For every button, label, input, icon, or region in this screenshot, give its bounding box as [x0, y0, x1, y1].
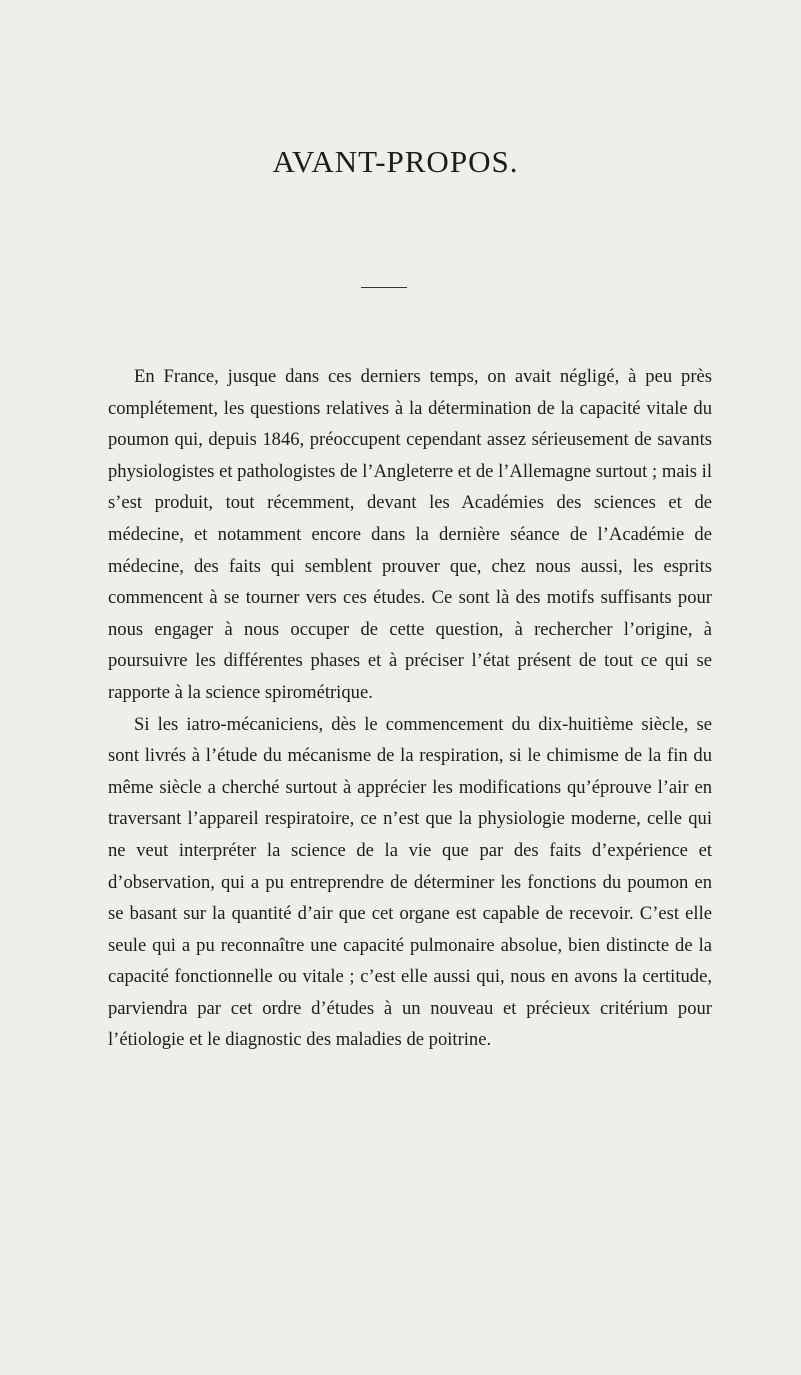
paragraph-1: En France, jusque dans ces derniers temps, on avait négligé, à peu près complétement, les questions relatives à la détermination de la capacité vitale du poumon qui, depuis 1846, préoccupent cependant assez sérieusement de savants physiologistes et pathologistes de l’Angleterre et de l’Allemagne surtout ; mais il s’est produit, tout récemment, devant les Académies des sciences et de médecine, et notamment encore dans la dernière séance de l’Académie de médecine, des faits qui semblent prouver que, chez nous aussi, les esprits commencent à se tourner vers ces études. Ce sont là des motifs suffisants pour nous engager à nous occuper de cette question, à rechercher l’origine, à poursuivre les différentes phases et à préciser l’état présent de tout ce qui se rapporte à la science spirométrique. [108, 366, 712, 703]
paragraph-2: Si les iatro-mécaniciens, dès le commencement du dix-huitième siècle, se sont livrés à l’étude du mécanisme de la respiration, si le chimisme de la fin du même siècle a cherché surtout à apprécier les modifications qu’éprouve l’air en traversant l’appareil respiratoire, ce n’est que la physiologie moderne, celle qui ne veut interpréter la science de la vie que par des faits d’expérience et d’observation, qui a pu entreprendre de déterminer les fonctions du poumon en se basant sur la quantité d’air que cet organe est capable de recevoir. C’est elle seule qui a pu reconnaître une capacité pulmonaire absolue, bien distincte de la capacité fonctionnelle ou vitale ; c’est elle aussi qui, nous en avons la certitude, parviendra par cet ordre d’études à un nouveau et précieux critérium pour l’étiologie et le diagnostic des maladies de poitrine. [108, 713, 712, 1051]
title-divider [361, 287, 407, 288]
body-text [108, 361, 712, 1056]
page-title: AVANT-PROPOS. [272, 144, 519, 179]
